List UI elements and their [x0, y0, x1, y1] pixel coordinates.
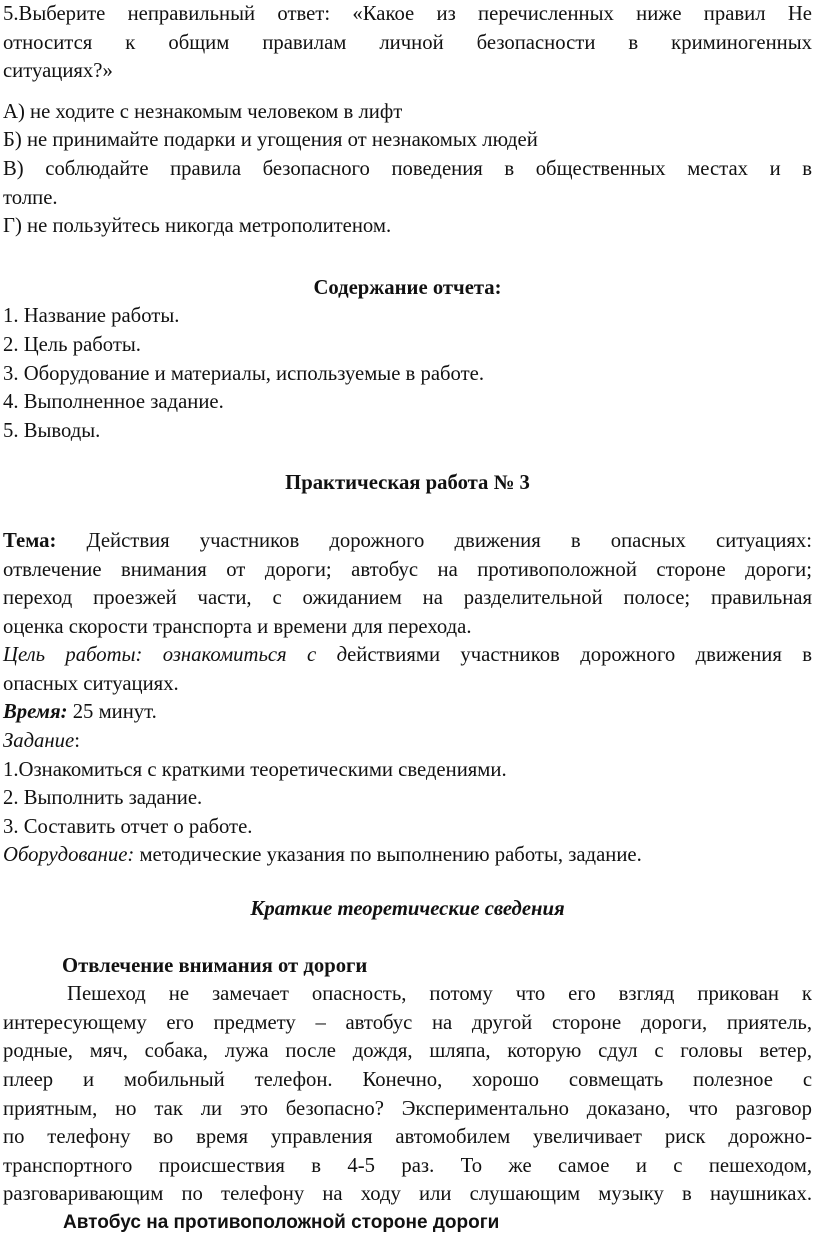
answer-option-d: Г) не пользуйтесь никогда метрополитеном. [3, 215, 392, 238]
paragraph-line: родные, мяч, собака, лужа после дождя, шляпа, которую сдул с головы ветер, [3, 1040, 812, 1063]
question-block [3, 0, 812, 241]
report-item: 4. Выполненное задание. [3, 391, 224, 414]
task-label: Задание [3, 730, 75, 753]
task-item: 1.Ознакомиться с краткими теоретическими сведениями. [3, 758, 507, 781]
report-block [3, 274, 812, 446]
report-item: 5. Выводы. [3, 419, 101, 442]
task-item: 3. Составить отчет о работе. [3, 815, 253, 838]
report-item: 1. Название работы. [3, 305, 180, 328]
paragraph-line: разговаривающим по телефону на ходу или слушающим музыку в наушниках. [3, 1183, 812, 1206]
paragraph-line: плеер и мобильный телефон. Конечно, хорошо совмещать полезное с [3, 1069, 812, 1091]
topic-label: Тема: [3, 529, 57, 552]
paragraph-line: по телефону во время управления автомобилем увеличивает риск дорожно- [3, 1126, 812, 1149]
time-label: Время: [3, 701, 68, 724]
question-line: ситуациях?» [3, 60, 113, 83]
goal-line [3, 641, 812, 670]
goal-text: ействиями участников дорожного движения в [347, 644, 812, 667]
practical-block [3, 469, 812, 870]
task-colon: : [74, 730, 80, 753]
theory-block [3, 895, 812, 1237]
equipment-label: Оборудование: [3, 844, 135, 867]
paragraph-line: приятным, но так ли это безопасно? Экспериментально доказано, что разговор [3, 1097, 812, 1120]
topic-line: переход проезжей части, с ожиданием на разделительной полосе; правильная [3, 587, 812, 610]
paragraph-line: интересующему его предмету – автобус на другой стороне дороги, приятель, [3, 1011, 812, 1034]
paragraph-line: Пешеход не замечает опасность, потому что его взгляд прикован к [67, 983, 812, 1006]
answer-option-b: Б) не принимайте подарки и угощения от незнакомых людей [3, 129, 538, 152]
topic-line: оценка скорости транспорта и времени для перехода. [3, 615, 472, 638]
time-value: 25 минут. [67, 701, 157, 724]
practical-heading: Практическая работа № 3 [285, 472, 530, 495]
theory-heading: Краткие теоретические сведения [250, 898, 565, 921]
section-title: Отвлечение внимания от дороги [62, 954, 368, 977]
topic-text: Действия участников дорожного движения в опасных ситуациях: [56, 529, 812, 552]
report-item: 2. Цель работы. [3, 333, 141, 356]
goal-label: Цель работы: ознакомиться с д [3, 644, 348, 667]
answer-option-c-cont: толпе. [3, 186, 58, 209]
time-line [3, 698, 812, 727]
task-heading [3, 727, 812, 756]
question-line: 5.Выберите неправильный ответ: «Какое из перечисленных ниже правил Не [3, 3, 812, 25]
topic-line [3, 527, 812, 556]
equipment-line [3, 841, 812, 870]
question-line: относится к общим правилам личной безопасности в криминогенных [3, 31, 812, 54]
goal-line-cont: опасных ситуациях. [3, 672, 179, 695]
task-item: 2. Выполнить задание. [3, 787, 203, 810]
report-item: 3. Оборудование и материалы, используемые в работе. [3, 362, 485, 385]
equipment-value: методические указания по выполнению работы, задание. [134, 844, 642, 867]
answer-option-c: В) соблюдайте правила безопасного поведения в общественных местах и в [3, 157, 812, 180]
section-title: Автобус на противоположной стороне дороги [63, 1211, 500, 1233]
paragraph-line: транспортного происшествия в 4-5 раз. То же самое и с пешеходом, [3, 1154, 812, 1177]
answer-option-a: А) не ходите с незнакомым человеком в лифт [3, 100, 403, 123]
report-heading: Содержание отчета: [313, 276, 502, 299]
topic-line: отвлечение внимания от дороги; автобус на противоположной стороне дороги; [3, 558, 812, 581]
